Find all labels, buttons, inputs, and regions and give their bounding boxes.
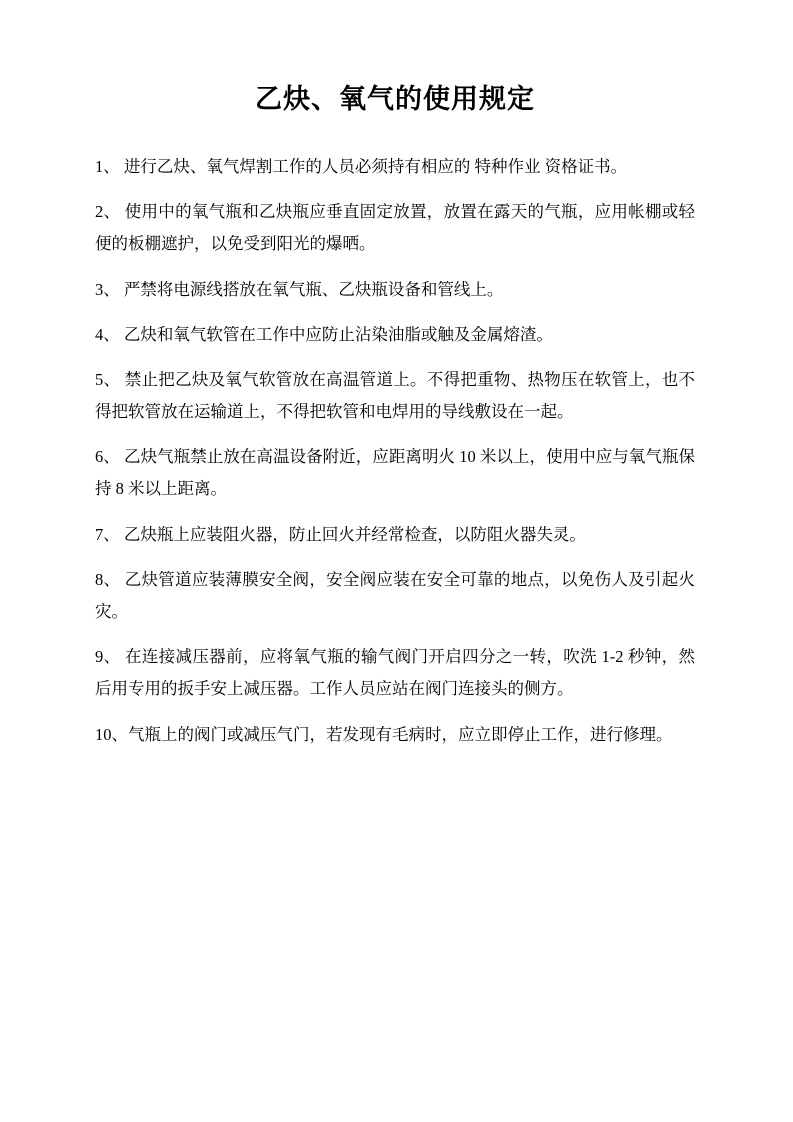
rule-paragraph-1: 1、 进行乙炔、氧气焊割工作的人员必须持有相应的 特种作业 资格证书。 xyxy=(95,157,628,177)
rule-paragraph-8: 8、 乙炔管道应装薄膜安全阀，安全阀应装在安全可靠的地点，以免伤人及引起火灾。 xyxy=(95,569,695,621)
rule-paragraph-2: 2、 使用中的氧气瓶和乙炔瓶应垂直固定放置，放置在露天的气瓶，应用帐棚或轻便的板棚遮护，以免受到阳光的爆晒。 xyxy=(95,202,695,254)
document-body xyxy=(95,82,695,751)
rule-paragraph-3: 3、 严禁将电源线搭放在氧气瓶、乙炔瓶设备和管线上。 xyxy=(95,279,504,299)
rule-paragraph-9: 9、 在连接减压器前，应将氧气瓶的输气阀门开启四分之一转，吹洗 1-2 秒钟，然后用专用的扳手安上减压器。工作人员应站在阀门连接头的侧方。 xyxy=(95,647,695,699)
page-title: 乙炔、氧气的使用规定 xyxy=(255,84,535,115)
rule-paragraph-5: 5、 禁止把乙炔及氧气软管放在高温管道上。不得把重物、热物压在软管上，也不得把软管放在运输道上，不得把软管和电焊用的导线敷设在一起。 xyxy=(95,369,695,422)
rule-paragraph-10: 10、气瓶上的阀门或减压气门，若发现有毛病时，应立即停止工作，进行修理。 xyxy=(95,724,673,744)
rule-paragraph-6: 6、 乙炔气瓶禁止放在高温设备附近，应距离明火 10 米以上，使用中应与氧气瓶保持 8 米以上距离。 xyxy=(95,447,695,499)
rule-paragraph-4: 4、 乙炔和氧气软管在工作中应防止沾染油脂或触及金属熔渣。 xyxy=(95,324,553,344)
rule-paragraph-7: 7、 乙炔瓶上应装阻火器，防止回火并经常检查，以防阻火器失灵。 xyxy=(95,524,586,544)
